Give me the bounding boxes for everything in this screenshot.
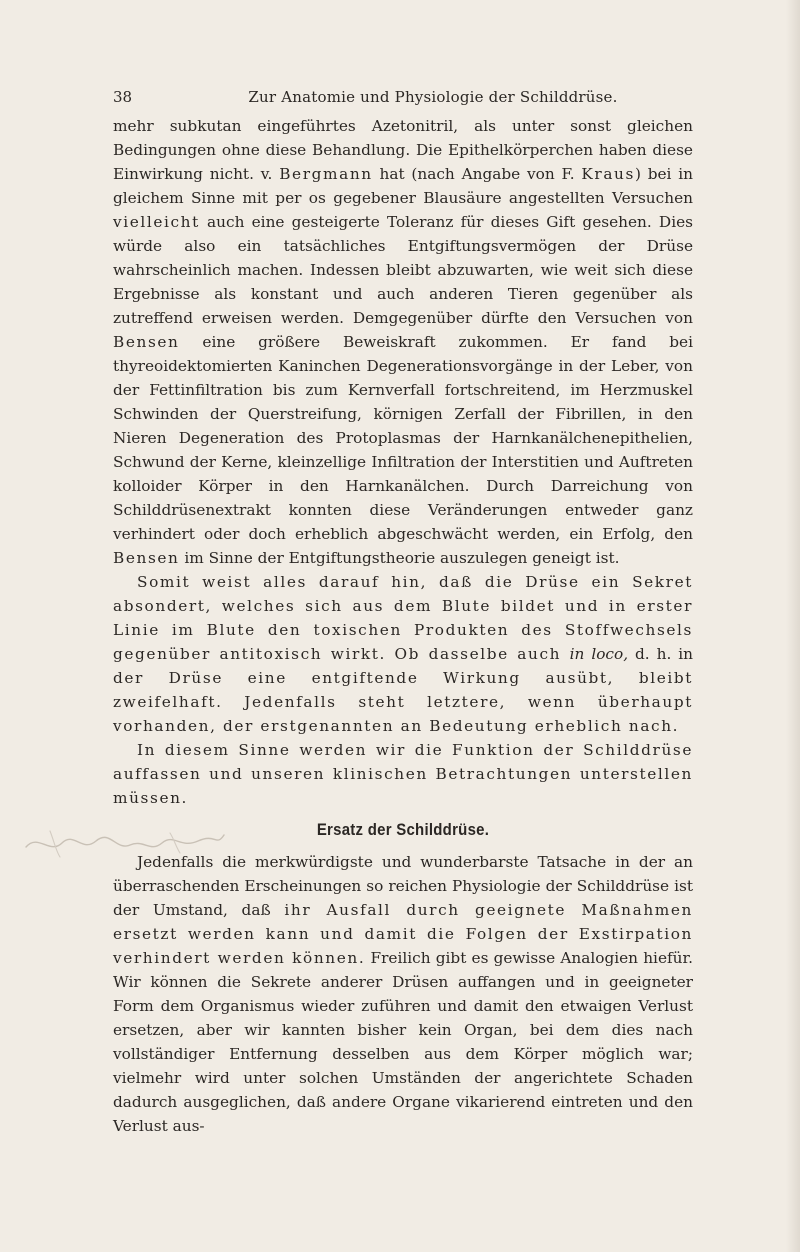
text-run: Jedenfalls die merkwürdigste und wunderbarste Tatsache in der an überraschenden Erscheinungen so reichen Physiologie der Schilddrüse ist der Umstand, daß [113,853,693,919]
text-run: ) bei in gleichem Sinne mit per os gegebener Blausäure angestellten Versuchen [113,165,693,207]
text-run: d. h. in [628,645,694,663]
running-title: Zur Anatomie und Physiologie der Schilddrüse. [248,88,618,106]
spaced-emphasis: vielleicht [113,213,200,231]
paragraph-1 [113,114,693,570]
page-number: 38 [113,88,133,106]
spaced-emphasis: Somit weist alles darauf hin, daß die Drüse ein Sekret absondert, welches sich aus dem Blute bildet und in erster Linie im Blute den toxischen Produkten des Stoffwechsels gegenüber antitoxisch wirkt. Ob dasselbe auch [113,573,693,663]
text-run: hat (nach Angabe von F. [372,165,582,183]
spaced-name: Bensen [113,549,180,567]
running-head [113,86,693,108]
faded-stamp-mark [20,823,230,863]
italic-phrase: in loco, [569,645,629,663]
text-run: mehr subkutan eingeführtes Azetonitril, als unter sonst gleichen Bedingungen ohne diese Behandlung. Die Epithelkörperchen haben diese Einwirkung nicht. v. [113,117,693,183]
body-text [113,114,693,1138]
text-run: Freilich gibt es gewisse Analogien hiefür. Wir können die Sekrete anderer Drüsen auffangen und in geeigneter Form dem Organismus wieder zuführen und damit den etwaigen Verlust ersetzen, aber wir kannten bisher kein Organ, bei dem dies nach vollständiger Entfernung desselben aus dem Körper möglich war; vielmehr wird unter solchen Umständen der angerichtete Schaden dadurch ausgeglichen, daß andere Organe vikarierend eintreten und den Verlust aus- [113,949,693,1135]
paragraph-4 [113,850,693,1138]
text-run: eine größere Beweiskraft zukommen. Er fand bei thyreoidektomierten Kaninchen Degenerationsvorgänge in der Leber, von der Fettinfiltration bis zum Kernverfall fortschreitend, im Herzmuskel Schwinden der Querstreifung, körnigen Zerfall der Fibrillen, in den Nieren Degeneration des Protoplasmas der Harnkanälchenepithelien, Schwund der Kerne, kleinzellige Infiltration der Interstitien und Auftreten kolloider Körper in den Harnkanälchen. Durch Darreichung von Schilddrüsenextrakt konnten diese Veränderungen entweder ganz verhindert oder doch erheblich abgeschwächt werden, ein Erfolg, den [113,333,693,543]
section-heading: Ersatz der Schilddrüse. [316,820,490,839]
spaced-emphasis: ihr Ausfall durch geeignete Maßnahmen ersetzt werden kann und damit die Folgen der Exstirpation verhindert werden können. [113,901,693,967]
spaced-name: Bensen [113,333,180,351]
spaced-emphasis: der Drüse eine entgiftende Wirkung ausübt, bleibt zweifelhaft. Jedenfalls steht letztere, wenn überhaupt vorhanden, der erstgenannten an Bedeutung erheblich nach. [113,669,693,735]
spaced-name: Bergmann [279,165,373,183]
page-edge-shadow [786,0,800,1252]
spaced-name: Kraus [581,165,635,183]
paragraph-3 [113,738,693,810]
paragraph-2 [113,570,693,738]
text-run: im Sinne der Entgiftungstheorie auszulegen geneigt ist. [179,549,620,567]
text-run: auch eine gesteigerte Toleranz für dieses Gift gesehen. Dies würde also ein tatsächliches Entgiftungsvermögen der Drüse wahrscheinlich machen. Indessen bleibt abzuwarten, wie weit sich diese Ergebnisse als konstant und auch anderen Tieren gegenüber als zutreffend erweisen werden. Demgegenüber dürfte den Versuchen von [113,213,693,327]
spaced-emphasis: In diesem Sinne werden wir die Funktion der Schilddrüse auffassen und unseren klinischen Betrachtungen unterstellen müssen. [113,741,693,807]
